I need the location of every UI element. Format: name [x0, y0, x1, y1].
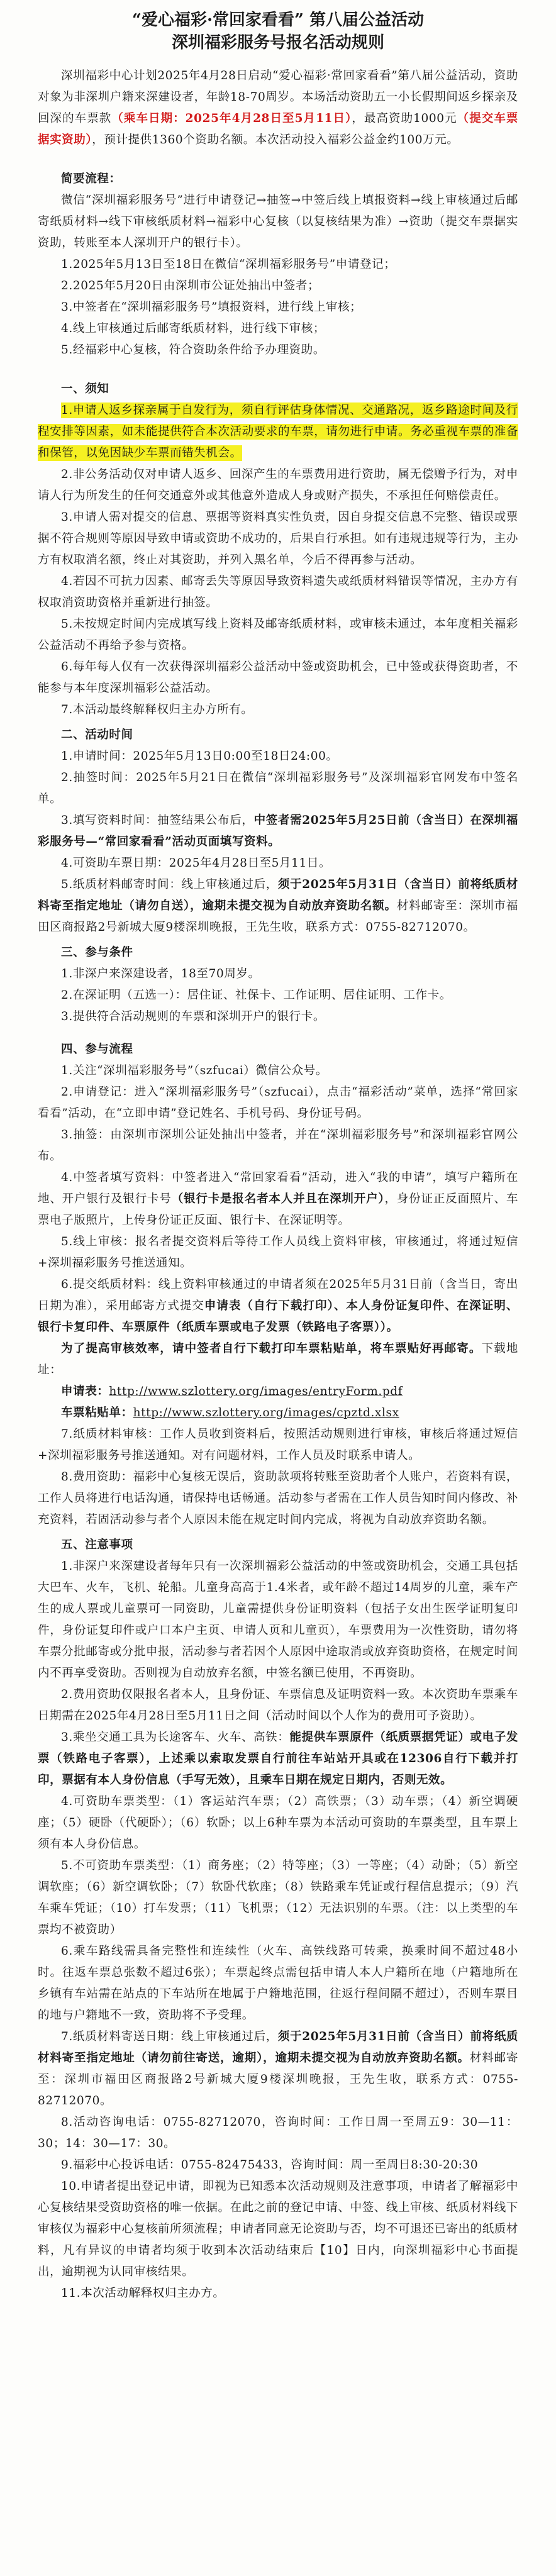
brief-step: 4.线上审核通过后邮寄纸质材料，进行线下审核；: [61, 322, 325, 335]
notice-item-highlighted: 1.申请人返乡探亲属于自发行为，须自行评估身体情况、交通路况，返乡路途时间及行程安排等因素，如未能提供符合本次活动要求的车票，请勿进行申请。务必重视车票的准备和保管，以免因缺少车票而错失机会。: [38, 404, 519, 460]
note-item: 10.申请者提出登记申请，即视为已知悉本次活动规则及注意事项，申请者了解福彩中心复核结果受资助资格的唯一依据。在此之前的登记申请、中签、线上审核、纸质材料线下审核仅为福彩中心复核前所须流程；申请者同意无论资助与否，均不可退还已寄出的纸质材料，凡有异议的申请者均须于收到本次活动结束后【10】日内，向深圳福彩中心书面提出，逾期视为认同审核结果。: [38, 2180, 519, 2279]
download-link-row: 车票粘贴单：http://www.szlottery.org/images/cpztd.xlsx: [61, 1406, 399, 1419]
note-item: 2.费用资助仅限报名者本人，且身份证、车票信息及证明资料一致。本次资助车票乘车日期需在2025年4月28日至5月11日之间（活动时间以个人作为的费用可予资助）。: [38, 1688, 518, 1723]
process-item: 8.费用资助：福彩中心复核无误后，资助款项将转账至资助者个人账户，若资料有误，工作人员将进行电话沟通，请保持电话畅通。活动参与者需在工作人员告知时间内修改、补充资料，若固活动参与者个人原因未能在规定时间内完成，将视为自动放弃资助名额。: [38, 1470, 519, 1526]
brief-step: 3.中签者在“深圳福彩服务号”填报资料，进行线上审核；: [61, 301, 362, 314]
note-item: 11.本次活动解释权归主办方。: [61, 2287, 225, 2300]
document-title: “爱心福彩·常回家看看” 第八届公益活动: [131, 11, 424, 30]
process-note: 为了提高审核效率，请中签者自行下载打印车票粘贴单，将车票贴好再邮寄。下载地址：: [38, 1342, 518, 1377]
condition-item: 3.提供符合活动规则的车票和深圳开户的银行卡。: [61, 1010, 325, 1023]
section-title-notes: 五、注意事项: [61, 1538, 133, 1552]
intro-paragraph: 深圳福彩中心计划2025年4月28日启动“爱心福彩·常回家看看”第八届公益活动，资助对象为非深圳户籍来深建设者，年龄18-70周岁。本场活动资助五一小长假期间返乡探亲及回深的车票款（乘车日期：2025年4月28日至5月11日），最高资助1000元（提交车票据实资助），预计提供1360个资助名额。本次活动投入福彩公益金约100万元。: [38, 69, 518, 147]
note-item: 6.乘车路线需具备完整性和连续性（火车、高铁线路可转乘，换乘时间不超过48小时。往返车票总张数不超过6张）；车票起终点需包括申请人本人户籍所在地（户籍地所在乡镇有车站需在站点的下车站所在地属于户籍地范围，往返行程间隔不超过），否则车票目的地与户籍地不一致，资助将不予受理。: [38, 1945, 518, 2022]
process-item: 7.纸质材料审核：工作人员收到资料后，按照活动规则进行审核，审核后将通过短信+深圳福彩服务号推送通知。对有问题材料，工作人员及时联系申请人。: [38, 1428, 518, 1462]
section-title-conditions: 三、参与条件: [61, 946, 133, 959]
notice-item: 2.非公务活动仅对申请人返乡、回深产生的车票费用进行资助，属无偿赠予行为，对申请人行为所发生的任何交通意外或其他意外造成人身或财产损失，不承担任何赔偿责任。: [38, 468, 518, 502]
brief-title: 简要流程：: [61, 172, 121, 186]
entry-form-link[interactable]: http://www.szlottery.org/images/entryForm.pdf: [109, 1385, 403, 1398]
document-subtitle: 深圳福彩服务号报名活动规则: [171, 33, 384, 52]
section-title-time: 二、活动时间: [61, 728, 133, 741]
time-item-fill: 3.填写资料时间：抽签结果公布后，中签者需2025年5月25日前（含当日）在深圳福彩服务号—“常回家看看”活动页面填写资料。: [38, 814, 518, 848]
section-title-notice: 一、须知: [61, 382, 109, 396]
brief-paragraph: 微信“深圳福彩服务号”进行申请登记→抽签→中签后线上填报资料→线上审核通过后邮寄纸质材料→线下审核纸质材料→福彩中心复核（以复核结果为准）→资助（提交车票据实资助，转账至本人深圳开户的银行卡）。: [38, 194, 518, 250]
notice-item: 5.未按规定时间内完成填写线上资料及邮寄纸质材料，或审核未通过，本年度相关福彩公益活动不再给予参与资格。: [38, 618, 518, 652]
note-item: 4.可资助车票类型：（1）客运站汽车票；（2）高铁票；（3）动车票；（4）新空调硬座；（5）硬卧（代硬卧）；（6）软卧；以上6种车票为本活动可资助的车票类型，且车票上须有本人身份信息。: [38, 1795, 518, 1851]
section-title-process: 四、参与流程: [61, 1043, 133, 1056]
time-item-mail: 5.纸质材料邮寄时间：线上审核通过后，须于2025年5月31日（含当日）前将纸质材料寄至指定地址（请勿自送），逾期未提交视为自动放弃资助名额。材料邮寄至：深圳市福田区商报路2号新城大厦9楼深圳晚报，王先生收，联系方式：0755-82712070。: [38, 878, 518, 934]
condition-item: 1.非深户来深建设者，18至70周岁。: [61, 967, 260, 980]
process-item: 5.线上审核：报名者提交资料后等待工作人员线上资料审核，审核通过，将通过短信+深圳福彩服务号推送通知。: [38, 1235, 518, 1270]
notice-item: 6.每年每人仅有一次获得深圳福彩公益活动中签或资助机会，已中签或获得资助者，不能参与本年度深圳福彩公益活动。: [38, 660, 518, 695]
process-item: 1.关注“深圳福彩服务号”（szfucai）微信公众号。: [61, 1064, 328, 1077]
process-item: 6.提交纸质材料：线上资料审核通过的申请者须在2025年5月31日前（含当日，寄出日期为准），采用邮寄方式提交申请表（自行下载打印）、本人身份证复印件、在深证明、银行卡复印件、车票原件（纸质车票或电子发票（铁路电子客票））。: [38, 1278, 518, 1334]
notice-item: 7.本活动最终解释权归主办方所有。: [61, 703, 253, 716]
download-link-row: 申请表：http://www.szlottery.org/images/entryForm.pdf: [61, 1385, 403, 1398]
note-item: 3.乘坐交通工具为长途客车、火车、高铁：能提供车票原件（纸质票据凭证）或电子发票（铁路电子客票），上述乘以索取发票自行前往车站站开具或在12306自行下载并打印，票据有本人身份信息（手写无效），且乘车日期在规定日期内，否则无效。: [38, 1731, 518, 1787]
note-item: 1.非深户来深建设者每年只有一次深圳福彩公益活动的中签或资助机会，交通工具包括大巴车、火车，飞机、轮船。儿童身高高于1.4米者，或年龄不超过14周岁的儿童，乘车产生的成人票或儿童票可一同资助，儿童需提供身份证明资料（包括子女出生医学证明复印件，身份证复印件或户口本户主页、申请人页和儿童页），车票费用为一次性资助，请勿将车票分批邮寄或分批申报，活动参与者若因个人原因中途取消或放弃资助资格，在规定时间内不再享受资助。否则视为自动放弃名额，中签名额已使用，不再资助。: [38, 1560, 519, 1680]
note-item: 9.福彩中心投诉电话：0755-82475433，咨询时间：周一至周日8:30-20:30: [61, 2158, 479, 2172]
notice-item: 3.申请人需对提交的信息、票据等资料真实性负责，因自身提交信息不完整、错误或票据不符合规则等原因导致申请或资助不成功的，后果自行承担。如有违规违规等行为，主办方有权取消名额，终止对其资助，并列入黑名单，今后不得再参与活动。: [38, 511, 519, 567]
time-item: 2.抽签时间：2025年5月21日在微信“深圳福彩服务号”及深圳福彩官网发布中签名单。: [38, 771, 518, 806]
brief-step: 1.2025年5月13日至18日在微信“深圳福彩服务号”申请登记；: [61, 258, 396, 271]
time-item: 1.申请时间：2025年5月13日0:00至18日24:00。: [61, 750, 338, 763]
process-item: 4.中签者填写资料：中签者进入“常回家看看”活动，进入“我的申请”，填写户籍所在地、开户银行及银行卡号（银行卡是报名者本人并且在深圳开户），身份证正反面照片、车票电子版照片，上传身份证正反面、银行卡、在深证明等。: [38, 1171, 518, 1227]
process-item: 2.申请登记：进入“深圳福彩服务号”（szfucai），点击“福彩活动”菜单，选择“常回家看看”活动，在“立即申请”登记姓名、手机号码、身份证号码。: [38, 1085, 518, 1120]
process-item: 3.抽签：由深圳市深圳公证处抽出中签者，并在“深圳福彩服务号”和深圳福彩官网公布。: [38, 1128, 518, 1163]
brief-step: 5.经福彩中心复核，符合资助条件给予办理资助。: [61, 343, 325, 357]
condition-item: 2.在深证明（五选一）：居住证、社保卡、工作证明、居住证明、工作卡。: [61, 989, 452, 1002]
note-item: 8.活动咨询电话：0755-82712070，咨询时间：工作日周一至周五9：30—11：30；14：30—17：30。: [38, 2116, 518, 2150]
note-item: 5.不可资助车票类型：（1）商务座；（2）特等座；（3）一等座；（4）动卧；（5）新空调软座；（6）新空调软卧；（7）软卧代软座；（8）铁路乘车凭证或行程信息提示；（9）汽车乘车凭证；（10）打车发票；（11）飞机票；（12）无法识别的车票。（注：以上类型的车票均不被资助）: [38, 1859, 518, 1936]
time-item: 4.可资助车票日期：2025年4月28日至5月11日。: [61, 857, 331, 870]
notice-item: 4.若因不可抗力因素、邮寄丢失等原因导致资料遗失或纸质材料错误等情况，主办方有权取消资助资格并重新进行抽签。: [38, 575, 518, 609]
note-item: 7.纸质材料寄送日期：线上审核通过后，须于2025年5月31日前（含当日）前将纸质材料寄至指定地址（请勿前往寄送，逾期），逾期未提交视为自动放弃资助名额。材料邮寄至：深圳市福田区商报路2号新城大厦9楼深圳晚报，王先生收，联系方式：0755-82712070。: [38, 2030, 519, 2107]
brief-step: 2.2025年5月20日由深圳市公证处抽出中签者；: [61, 279, 320, 292]
ticket-sheet-link[interactable]: http://www.szlottery.org/images/cpztd.xlsx: [133, 1406, 399, 1419]
